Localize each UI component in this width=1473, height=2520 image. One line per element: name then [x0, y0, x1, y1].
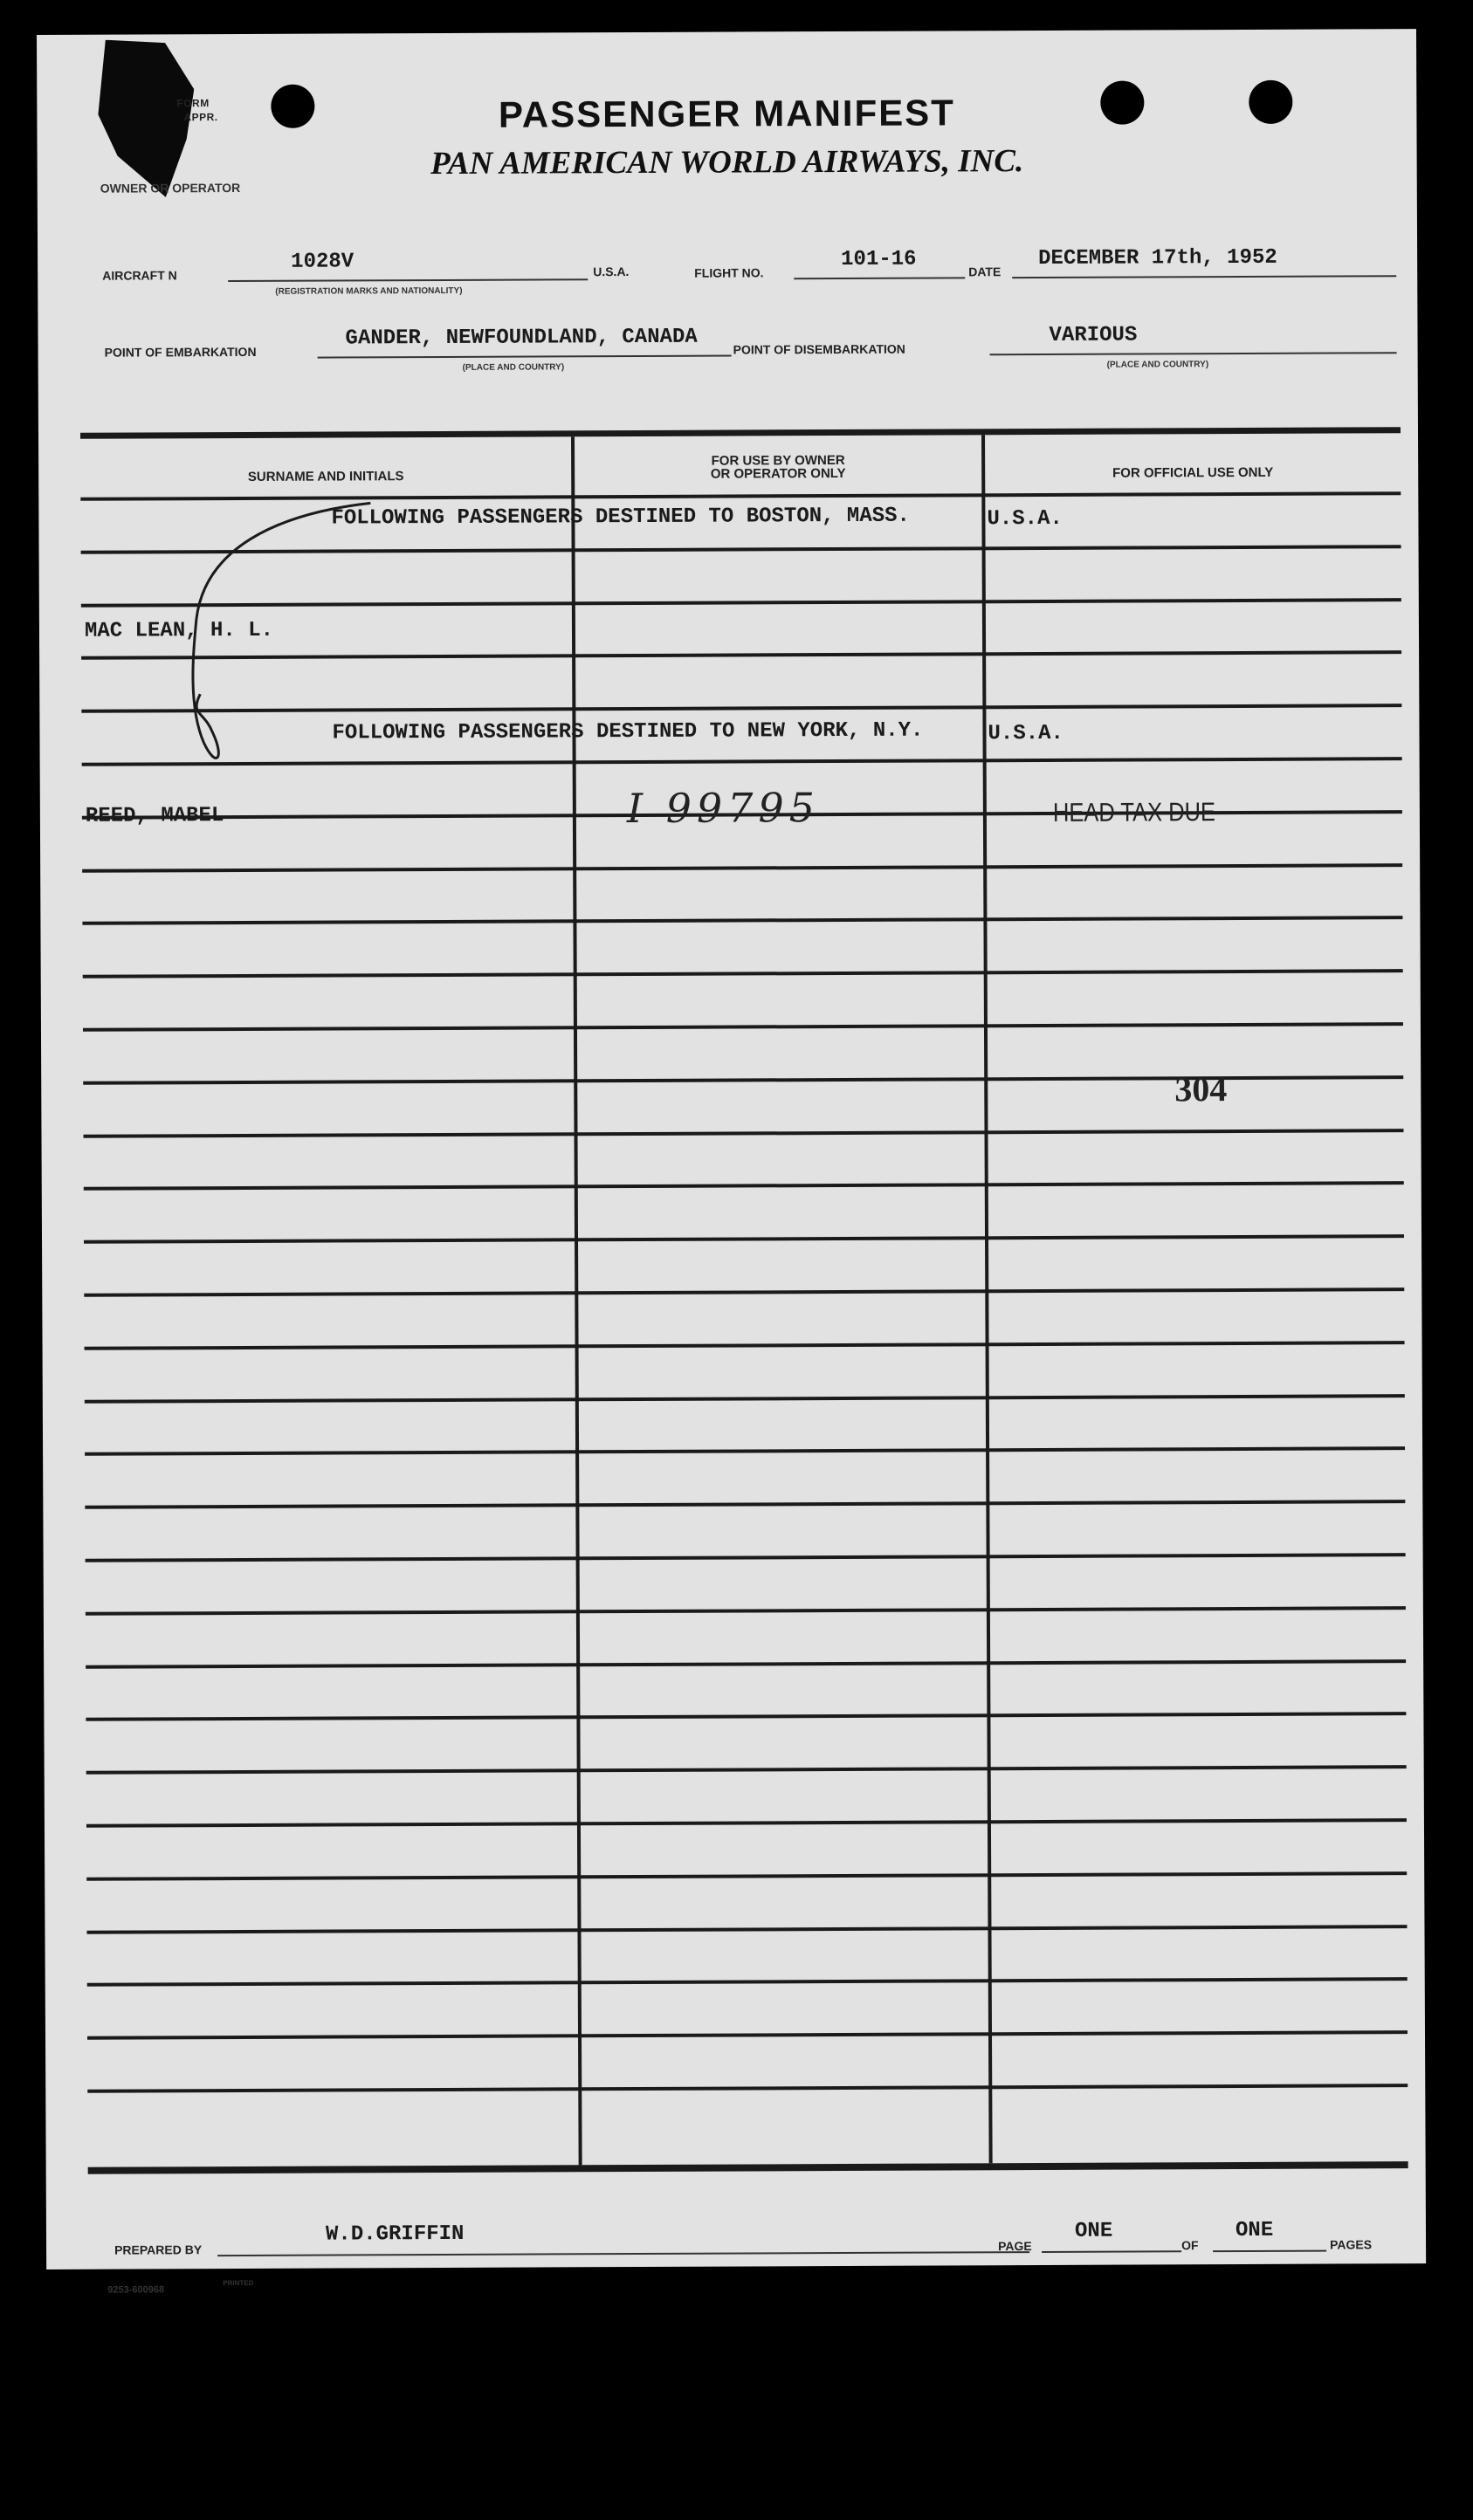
table-row-rule: [82, 863, 1402, 873]
new-york-country: U.S.A.: [988, 721, 1063, 746]
column-header-owner-line2: OR OPERATOR ONLY: [710, 465, 846, 482]
table-row-rule: [84, 1234, 1404, 1244]
of-label: OF: [1181, 2238, 1199, 2253]
table-row-rule: [85, 1500, 1405, 1509]
aircraft-label: AIRCRAFT N: [102, 268, 177, 283]
official-number-stamp: 304: [1174, 1069, 1228, 1109]
document-title: PASSENGER MANIFEST: [498, 92, 955, 135]
embarkation-value: GANDER, NEWFOUNDLAND, CANADA: [345, 325, 698, 351]
handwritten-number: I 99795: [626, 784, 821, 833]
flight-line: [794, 277, 965, 279]
table-row-rule: [83, 1129, 1403, 1138]
table-row-rule: [83, 969, 1403, 978]
table-row-rule: [86, 1871, 1407, 1881]
page-value: ONE: [1074, 2219, 1113, 2243]
column-header-surname: SURNAME AND INITIALS: [247, 469, 404, 484]
of-value: ONE: [1235, 2218, 1274, 2243]
table-row-rule: [85, 1394, 1405, 1404]
disembarkation-line: [990, 352, 1397, 355]
disembarkation-value: VARIOUS: [1049, 323, 1138, 347]
column-divider: [981, 435, 993, 2163]
company-name: PAN AMERICAN WORLD AIRWAYS, INC.: [430, 143, 1024, 182]
column-header-official: FOR OFFICIAL USE ONLY: [1112, 464, 1274, 481]
table-row-rule: [86, 1606, 1406, 1616]
embarkation-line: [318, 355, 732, 359]
embarkation-label: POINT OF EMBARKATION: [104, 344, 257, 360]
table-row-rule: [86, 1925, 1407, 1934]
aircraft-value: 1028V: [291, 250, 354, 274]
usa-label: U.S.A.: [593, 264, 630, 279]
flight-label: FLIGHT NO.: [694, 265, 764, 280]
pages-label: PAGES: [1330, 2237, 1373, 2252]
table-row-rule: [86, 1712, 1406, 1721]
disembarkation-hint: (PLACE AND COUNTRY): [1106, 360, 1209, 370]
table-row-rule: [87, 2084, 1408, 2093]
date-label: DATE: [968, 264, 1002, 279]
prepared-by-line: [217, 2251, 1029, 2256]
table-bottom-border: [88, 2161, 1408, 2174]
embarkation-hint: (PLACE AND COUNTRY): [462, 362, 565, 373]
flight-value: 101-16: [841, 247, 917, 271]
aircraft-hint: (REGISTRATION MARKS AND NATIONALITY): [275, 285, 463, 297]
table-row-rule: [87, 1977, 1408, 1987]
column-header-owner-line1: FOR USE BY OWNER: [711, 452, 845, 469]
table-row-rule: [85, 1341, 1405, 1350]
manifest-page: [37, 29, 1426, 2296]
aircraft-line: [228, 278, 588, 282]
column-divider: [571, 436, 582, 2165]
table-row-rule: [84, 1181, 1404, 1191]
page-line: [1042, 2250, 1181, 2253]
table-row-rule: [85, 1446, 1405, 1456]
table-row-rule: [86, 1765, 1407, 1775]
printed-note: PRINTED: [223, 2278, 254, 2288]
disembarkation-label: POINT OF DISEMBARKATION: [733, 341, 905, 357]
table-rules: [37, 29, 1416, 35]
of-line: [1213, 2250, 1326, 2253]
boston-country: U.S.A.: [987, 506, 1063, 532]
form-number: 9253-600968: [107, 2284, 165, 2296]
table-row-rule: [82, 916, 1402, 925]
table-row-rule: [87, 2030, 1408, 2040]
table-row-rule: [86, 1553, 1406, 1562]
table-row-rule: [83, 1022, 1403, 1032]
form-note-1: FORM: [176, 97, 210, 110]
date-line: [1012, 275, 1396, 278]
page-label: PAGE: [998, 2239, 1032, 2254]
table-row-rule: [86, 1659, 1406, 1669]
official-note: HEAD TAX DUE: [1052, 798, 1216, 827]
prepared-by-label: PREPARED BY: [114, 2242, 203, 2257]
new-york-destination-header: FOLLOWING PASSENGERS DESTINED TO NEW YORK, N.Y.: [332, 718, 924, 745]
table-row-rule: [84, 1287, 1404, 1297]
form-note-2: APPR.: [183, 111, 218, 124]
prepared-by-value: W.D.GRIFFIN: [325, 2221, 465, 2247]
table-top-border: [80, 427, 1401, 439]
passenger-name: REED, MABEL: [85, 804, 224, 828]
date-value: DECEMBER 17th, 1952: [1038, 245, 1277, 271]
owner-operator-label: OWNER OR OPERATOR: [100, 180, 241, 196]
boston-destination-header: FOLLOWING PASSENGERS DESTINED TO BOSTON, MASS.: [331, 504, 910, 531]
passenger-name: MAC LEAN, H. L.: [84, 618, 274, 643]
table-row-rule: [86, 1818, 1407, 1828]
